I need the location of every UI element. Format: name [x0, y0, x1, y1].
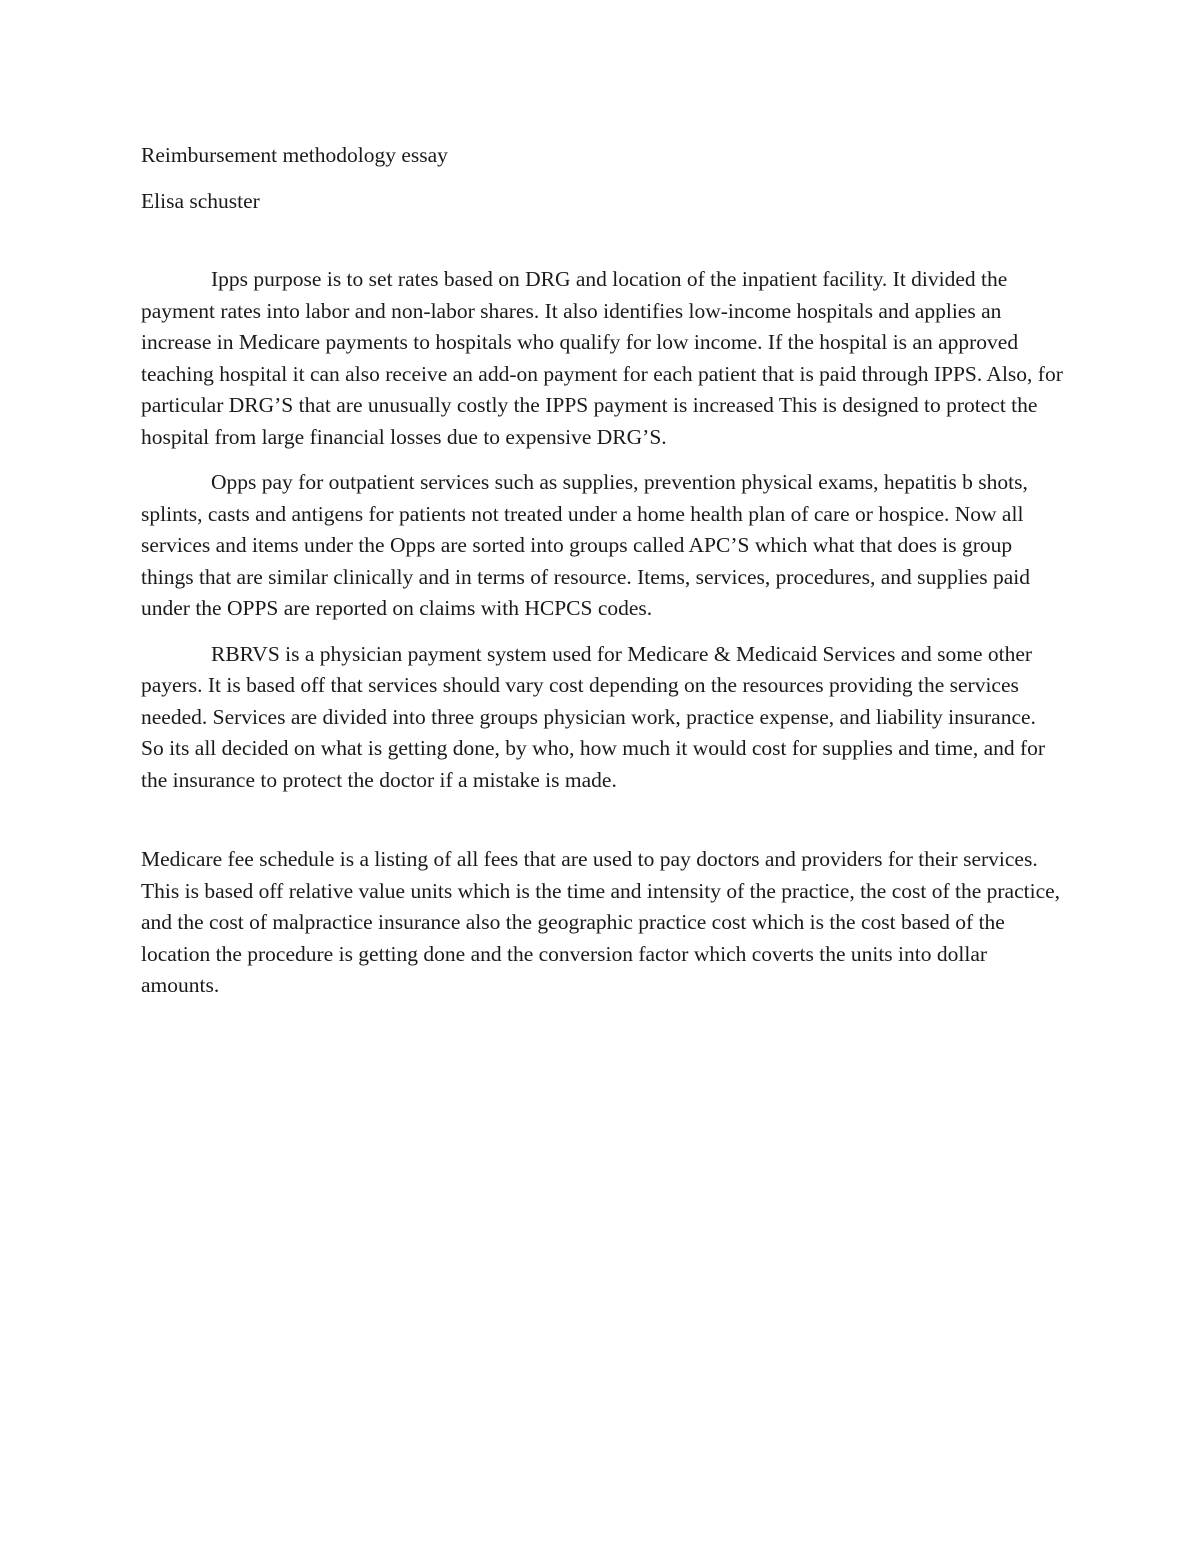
- paragraph-ipps: Ipps purpose is to set rates based on DRG and location of the inpatient facility. It divided the payment rates into labor and non-labor shares. It also identifies low-income hospitals and applies an increase in Medicare payments to hospitals who qualify for low income. If the hospital is an approved teaching hospital it can also receive an add-on payment for each patient that is paid through IPPS. Also, for particular DRG’S that are unusually costly the IPPS payment is increased This is designed to protect the hospital from large financial losses due to expensive DRG’S.: [141, 267, 1063, 449]
- paragraph-medicare-fee-schedule: Medicare fee schedule is a listing of all fees that are used to pay doctors and providers for their services. This is based off relative value units which is the time and intensity of the practice, the cost of the practice, and the cost of malpractice insurance also the geographic practice cost which is the cost based of the location the procedure is getting done and the conversion factor which coverts the units into dollar amounts.: [141, 847, 1061, 997]
- author-name: Elisa schuster: [141, 188, 260, 213]
- paragraph-opps: Opps pay for outpatient services such as supplies, prevention physical exams, hepatitis b shots, splints, casts and antigens for patients not treated under a home health plan of care or hospice. Now all services and items under the Opps are sorted into groups called APC’S which what that does is group things that are similar clinically and in terms of resource. Items, services, procedures, and supplies paid under the OPPS are reported on claims with HCPCS codes.: [141, 470, 1030, 620]
- paragraph-rbrvs: RBRVS is a physician payment system used for Medicare & Medicaid Services and some other payers. It is based off that services should vary cost depending on the resources providing the services needed. Services are divided into three groups physician work, practice expense, and liability insurance. So its all decided on what is getting done, by who, how much it would cost for supplies and time, and for the insurance to protect the doctor if a mistake is made.: [141, 641, 1046, 792]
- document-title: Reimbursement methodology essay: [141, 143, 448, 167]
- document-body: [141, 140, 1063, 1016]
